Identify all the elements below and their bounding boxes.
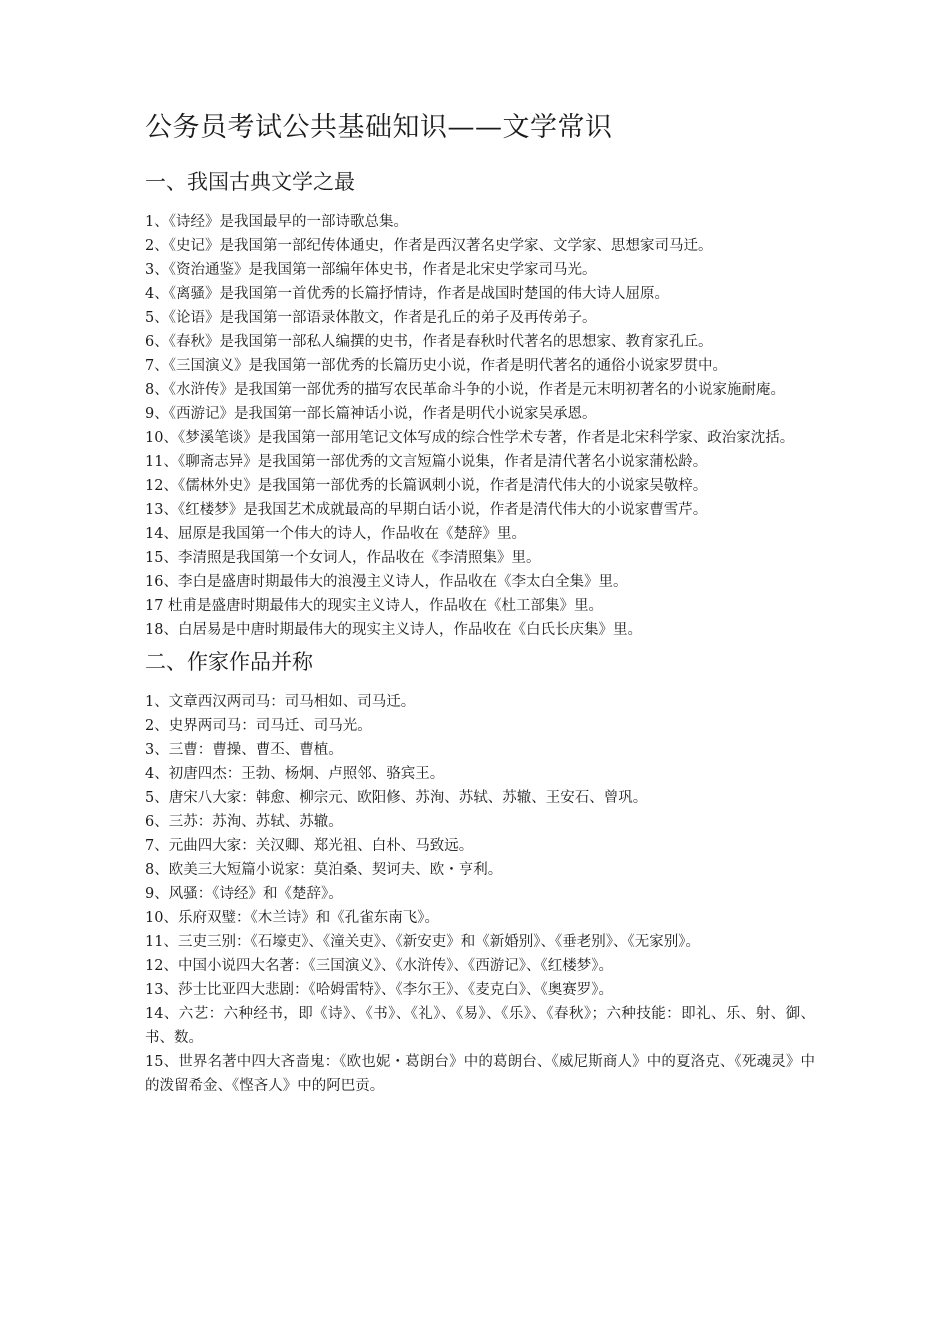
list-item: 9、风骚：《诗经》和《楚辞》。 xyxy=(145,886,343,902)
list-item: 14、屈原是我国第一个伟大的诗人，作品收在《楚辞》里。 xyxy=(145,526,526,542)
list-item: 7、元曲四大家：关汉卿、郑光祖、白朴、马致远。 xyxy=(145,838,474,854)
list-item: 16、李白是盛唐时期最伟大的浪漫主义诗人，作品收在《李太白全集》里。 xyxy=(145,574,628,590)
list-item: 12、《儒林外史》是我国第一部优秀的长篇讽刺小说，作者是清代伟大的小说家吴敬梓。 xyxy=(145,478,708,494)
list-item: 6、三苏：苏洵、苏轼、苏辙。 xyxy=(145,814,343,830)
item-list xyxy=(145,210,815,642)
section-author-work-pairings xyxy=(145,646,815,1098)
list-item: 8、《水浒传》是我国第一部优秀的描写农民革命斗争的小说，作者是元末明初著名的小说家施耐庵。 xyxy=(145,382,785,398)
section-heading: 一、我国古典文学之最 xyxy=(145,170,355,194)
list-item: 11、三吏三别：《石壕吏》、《潼关吏》、《新安吏》和《新婚别》、《垂老别》、《无家别》。 xyxy=(145,934,700,950)
list-item: 18、白居易是中唐时期最伟大的现实主义诗人，作品收在《白氏长庆集》里。 xyxy=(145,622,642,638)
list-item: 3、三曹：曹操、曹丕、曹植。 xyxy=(145,742,343,758)
list-item: 17 杜甫是盛唐时期最伟大的现实主义诗人，作品收在《杜工部集》里。 xyxy=(145,598,604,614)
item-list xyxy=(145,690,815,1098)
list-item: 5、唐宋八大家：韩愈、柳宗元、欧阳修、苏洵、苏轼、苏辙、王安石、曾巩。 xyxy=(145,790,648,806)
list-item: 14、六艺：六种经书，即《诗》、《书》、《礼》、《易》、《乐》、《春秋》；六种技能：即礼、乐、射、御、书、数。 xyxy=(145,1006,815,1046)
list-item: 12、中国小说四大名著：《三国演义》、《水浒传》、《西游记》、《红楼梦》。 xyxy=(145,958,613,974)
list-item: 2、史界两司马：司马迁、司马光。 xyxy=(145,718,372,734)
list-item: 10、《梦溪笔谈》是我国第一部用笔记文体写成的综合性学术专著，作者是北宋科学家、政治家沈括。 xyxy=(145,430,795,446)
list-item: 1、《诗经》是我国最早的一部诗歌总集。 xyxy=(145,214,408,230)
list-item: 2、《史记》是我国第一部纪传体通史，作者是西汉著名史学家、文学家、思想家司马迁。 xyxy=(145,238,713,254)
list-item: 7、《三国演义》是我国第一部优秀的长篇历史小说，作者是明代著名的通俗小说家罗贯中。 xyxy=(145,358,727,374)
list-item: 3、《资治通鉴》是我国第一部编年体史书，作者是北宋史学家司马光。 xyxy=(145,262,597,278)
list-item: 15、李清照是我国第一个女词人，作品收在《李清照集》里。 xyxy=(145,550,541,566)
section-heading: 二、作家作品并称 xyxy=(145,650,313,674)
list-item: 13、《红楼梦》是我国艺术成就最高的早期白话小说，作者是清代伟大的小说家曹雪芹。 xyxy=(145,502,708,518)
list-item: 6、《春秋》是我国第一部私人编撰的史书，作者是春秋时代著名的思想家、教育家孔丘。 xyxy=(145,334,713,350)
document-title: 公务员考试公共基础知识——文学常识 xyxy=(145,112,613,143)
list-item: 5、《论语》是我国第一部语录体散文，作者是孔丘的弟子及再传弟子。 xyxy=(145,310,597,326)
list-item: 13、莎士比亚四大悲剧：《哈姆雷特》、《李尔王》、《麦克白》、《奥赛罗》。 xyxy=(145,982,613,998)
list-item: 8、欧美三大短篇小说家：莫泊桑、契诃夫、欧・亨利。 xyxy=(145,862,503,878)
section-classical-literature-firsts xyxy=(145,166,815,642)
list-item: 10、乐府双璧：《木兰诗》和《孔雀东南飞》。 xyxy=(145,910,439,926)
list-item: 1、文章西汉两司马：司马相如、司马迁。 xyxy=(145,694,416,710)
document-page xyxy=(145,106,815,1098)
list-item: 15、世界名著中四大吝啬鬼：《欧也妮・葛朗台》中的葛朗台、《威尼斯商人》中的夏洛克、《死魂灵》中的泼留希金、《悭吝人》中的阿巴贡。 xyxy=(145,1054,815,1094)
list-item: 9、《西游记》是我国第一部长篇神话小说，作者是明代小说家吴承恩。 xyxy=(145,406,597,422)
list-item: 4、初唐四杰：王勃、杨炯、卢照邻、骆宾王。 xyxy=(145,766,445,782)
list-item: 11、《聊斋志异》是我国第一部优秀的文言短篇小说集，作者是清代著名小说家蒲松龄。 xyxy=(145,454,708,470)
list-item: 4、《离骚》是我国第一首优秀的长篇抒情诗，作者是战国时楚国的伟大诗人屈原。 xyxy=(145,286,669,302)
